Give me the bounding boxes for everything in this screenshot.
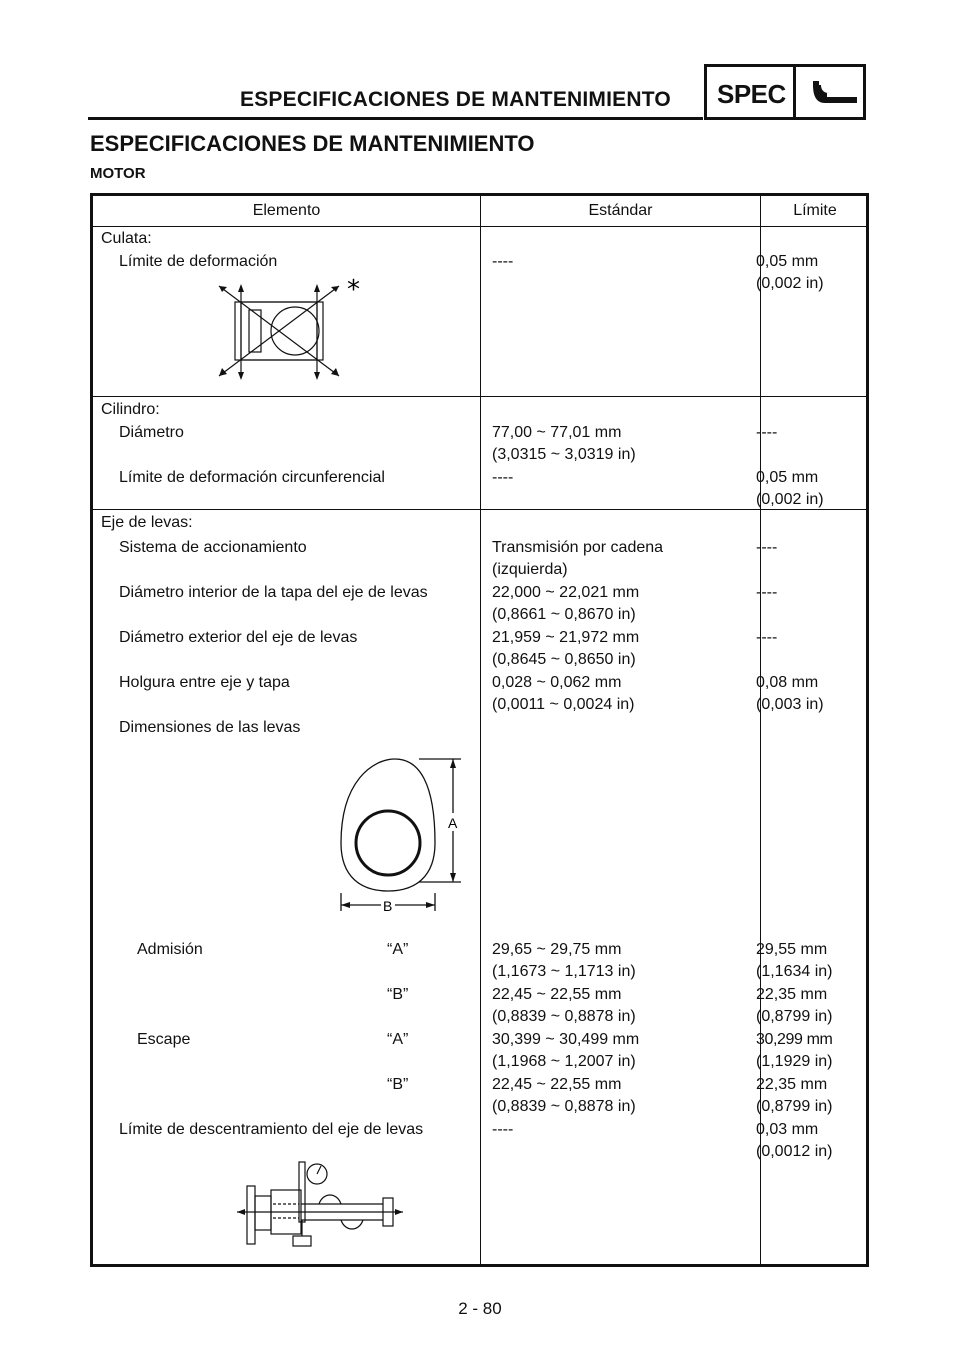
cam-name: Escape — [137, 1031, 191, 1048]
badge-divider — [793, 67, 796, 117]
limit-value-inch: (0,003 in) — [756, 696, 824, 713]
group-heading-cilindro: Cilindro: — [101, 401, 160, 418]
spec-badge — [704, 64, 866, 120]
standard-value: 30,399 ~ 30,499 mm — [492, 1031, 640, 1048]
standard-value-inch: (1,1673 ~ 1,1713 in) — [492, 963, 636, 980]
limit-value: 0,05 mm — [756, 469, 819, 486]
limit-value-inch: (0,0012 in) — [756, 1143, 833, 1160]
standard-value-inch: (0,8645 ~ 0,8650 in) — [492, 651, 636, 668]
item-label: Límite de deformación circunferencial — [119, 469, 385, 486]
standard-value-inch: (3,0315 ~ 3,0319 in) — [492, 446, 636, 463]
standard-value-inch: (0,8661 ~ 0,8670 in) — [492, 606, 636, 623]
figure-mark-asterisk: * — [347, 278, 360, 305]
limit-value: 30,299 mm — [756, 1031, 833, 1048]
limit-value: 0,05 mm — [756, 253, 819, 270]
standard-value-inch: (0,0011 ~ 0,0024 in) — [492, 696, 635, 713]
limit-value-inch: (0,8799 in) — [756, 1008, 833, 1025]
limit-value-inch: (0,8799 in) — [756, 1098, 833, 1115]
limit-value: 22,35 mm — [756, 986, 828, 1003]
group-heading-culata: Culata: — [101, 230, 152, 247]
standard-value-inch: (1,1968 ~ 1,2007 in) — [492, 1053, 636, 1070]
limit-value-inch: (0,002 in) — [756, 491, 824, 508]
cylinder-head-warpage-figure — [213, 278, 373, 388]
item-label: Diámetro exterior del eje de levas — [119, 629, 358, 646]
row-divider — [93, 396, 866, 397]
running-header-title: ESPECIFICACIONES DE MANTENIMIENTO — [240, 88, 671, 111]
section-heading: MOTOR — [90, 165, 146, 182]
wrench-icon — [807, 79, 863, 109]
spec-table — [90, 193, 869, 1267]
limit-value: 29,55 mm — [756, 941, 828, 958]
document-title: ESPECIFICACIONES DE MANTENIMIENTO — [90, 131, 535, 156]
limit-value: 0,08 mm — [756, 674, 819, 691]
item-label: Límite de deformación — [119, 253, 278, 270]
standard-value: 22,000 ~ 22,021 mm — [492, 584, 640, 601]
cam-name: Admisión — [137, 941, 203, 958]
group-heading-eje-de-levas: Eje de levas: — [101, 514, 193, 531]
item-label: Diámetro — [119, 424, 184, 441]
limit-value-inch: (0,002 in) — [756, 275, 824, 292]
limit-value-inch: (1,1634 in) — [756, 963, 833, 980]
dimension-label-b: B — [383, 898, 393, 914]
page-number: 2 - 80 — [458, 1299, 502, 1318]
standard-value: 22,45 ~ 22,55 mm — [492, 986, 622, 1003]
cam-dimension: “B” — [387, 986, 409, 1003]
limit-value: 0,03 mm — [756, 1121, 819, 1138]
limit-value: ---- — [756, 424, 778, 441]
column-header-estandar: Estándar — [588, 202, 653, 219]
item-label: Sistema de accionamiento — [119, 539, 307, 556]
cam-dimension: “B” — [387, 1076, 409, 1093]
standard-value: ---- — [492, 469, 514, 486]
standard-value: Transmisión por cadena — [492, 539, 664, 556]
cam-dimension: “A” — [387, 941, 409, 958]
row-divider — [93, 509, 866, 510]
standard-value: 0,028 ~ 0,062 mm — [492, 674, 622, 691]
camshaft-runout-figure — [233, 1156, 413, 1256]
item-label: Holgura entre eje y tapa — [119, 674, 290, 691]
item-label: Límite de descentramiento del eje de levas — [119, 1121, 424, 1138]
standard-value: ---- — [492, 253, 514, 270]
limit-value: 22,35 mm — [756, 1076, 828, 1093]
standard-value: 29,65 ~ 29,75 mm — [492, 941, 622, 958]
standard-value-line2: (izquierda) — [492, 561, 568, 578]
standard-value: 21,959 ~ 21,972 mm — [492, 629, 640, 646]
standard-value: ---- — [492, 1121, 514, 1138]
standard-value-inch: (0,8839 ~ 0,8878 in) — [492, 1098, 636, 1115]
standard-value: 77,00 ~ 77,01 mm — [492, 424, 622, 441]
spec-badge-label: SPEC — [717, 79, 786, 109]
limit-value: ---- — [756, 584, 778, 601]
header-rule — [88, 117, 703, 120]
column-header-limite: Límite — [793, 202, 837, 219]
column-header-elemento: Elemento — [252, 202, 321, 219]
cam-lobe-dimensions-figure — [323, 751, 473, 921]
limit-value: ---- — [756, 539, 778, 556]
limit-value: ---- — [756, 629, 778, 646]
item-label: Diámetro interior de la tapa del eje de levas — [119, 584, 428, 601]
cam-dimension: “A” — [387, 1031, 409, 1048]
standard-value-inch: (0,8839 ~ 0,8878 in) — [492, 1008, 636, 1025]
header-row-divider — [93, 226, 866, 227]
column-divider — [480, 196, 481, 1264]
standard-value: 22,45 ~ 22,55 mm — [492, 1076, 622, 1093]
limit-value-inch: (1,1929 in) — [756, 1053, 833, 1070]
item-label: Dimensiones de las levas — [119, 719, 301, 736]
dimension-label-a: A — [448, 815, 458, 831]
